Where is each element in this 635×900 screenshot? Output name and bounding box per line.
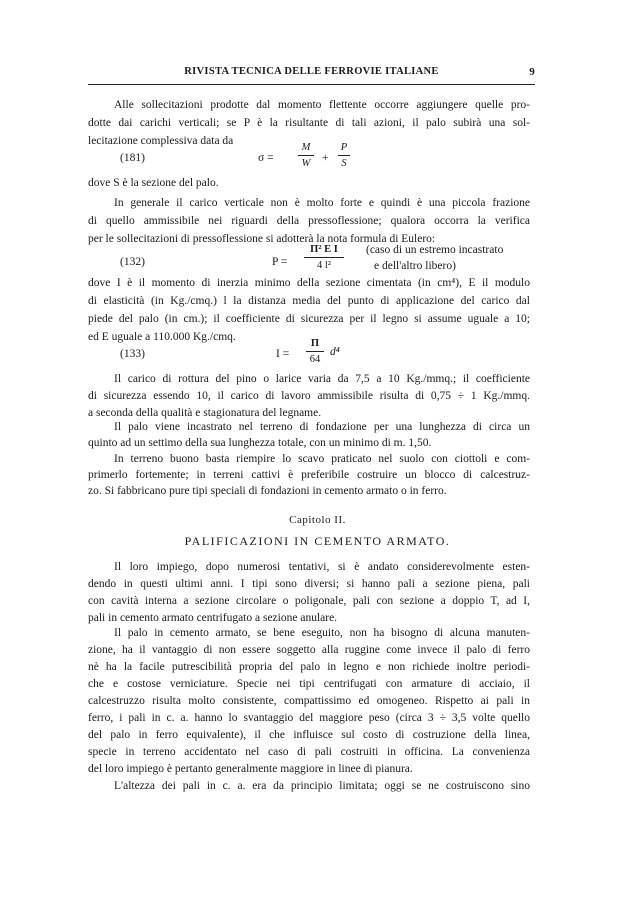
- header-rule: [88, 84, 535, 85]
- fraction-bar: [338, 155, 350, 156]
- text-line: zione, ha il vantaggio di non essere soggetto alla ruggine come invece il palo di ferro: [88, 644, 530, 656]
- text-line: quinto ad un settimo della sua lunghezza totale, con un minimo di m. 1,50.: [88, 437, 432, 449]
- text-line: L'altezza dei pali in c. a. era da principio limitata; oggi se ne costruiscono sino: [114, 780, 530, 792]
- numerator: P: [340, 142, 348, 153]
- text-line: dotte dai carichi verticali; se P è la risultante di tali azioni, il palo subirà una sol-: [88, 117, 530, 129]
- denominator: 4 l²: [317, 260, 331, 271]
- numerator: Π² E I: [310, 244, 338, 255]
- text-line: ed E uguale a 110.000 Kg./cmq.: [88, 331, 236, 343]
- numerator: Π: [310, 338, 320, 349]
- text-line: del loro impiego è pertanto generalmente maggiore in linee di pianura.: [88, 763, 413, 775]
- equation-lhs: I =: [276, 348, 290, 360]
- text-line: a seconda della qualità e stagionatura del legname.: [88, 407, 322, 419]
- equation-note: e dell'altro libero): [374, 260, 456, 272]
- text-line: pali in cemento armato centrifugato a sezione anulare.: [88, 612, 338, 624]
- fraction-bar: [306, 351, 324, 352]
- text-line: con cavità interna a sezione circolare o poligonale, pali con sezione a doppio T, ad I,: [88, 595, 530, 607]
- text-line: lecitazione complessiva data da: [88, 135, 234, 147]
- equation-number: (132): [120, 256, 145, 268]
- fraction-pi-over-64: [306, 338, 324, 365]
- denominator: W: [301, 158, 311, 169]
- text-line: piede del palo (in cm.); il coefficiente di sicurezza per il legno si assume uguale a 10;: [88, 313, 530, 325]
- fraction-p-over-s: [338, 142, 350, 169]
- running-header: [88, 66, 535, 82]
- text-line: In terreno buono basta riempire lo scavo praticato nel suolo con ciottoli e com-: [114, 453, 530, 465]
- text-line: specie in terreno accidentato nel caso di pali costruiti in officina. La convenienza: [88, 746, 530, 758]
- equation-number: (181): [120, 152, 145, 164]
- equation-lhs: P =: [272, 256, 288, 268]
- text-line: In generale il carico verticale non è molto forte e quindi è una piccola frazione: [114, 197, 530, 209]
- text-line: di quello ammissibile nei riguardi della pressoflessione; qualora occorra la verifica: [88, 215, 530, 227]
- fraction-bar: [298, 155, 314, 156]
- fraction-euler: [304, 244, 344, 271]
- numerator: M: [301, 142, 311, 153]
- text-line: dove S è la sezione del palo.: [88, 177, 219, 189]
- plus-sign: +: [322, 152, 329, 164]
- text-line: Il palo in cemento armato, se bene eseguito, non ha bisogno di alcuna manuten-: [114, 627, 530, 639]
- journal-title: RIVISTA TECNICA DELLE FERROVIE ITALIANE: [184, 66, 439, 77]
- chapter-label: Capitolo II.: [289, 514, 346, 526]
- text-line: ferro, i pali in c. a. hanno lo svantaggio del maggiore peso (circa 3 ÷ 3,5 volte quello: [88, 712, 530, 724]
- equation-tail: d⁴: [330, 346, 340, 358]
- text-line: Alle sollecitazioni prodotte dal momento flettente occorre aggiungere quelle pro-: [114, 99, 530, 111]
- page-number: 9: [529, 66, 535, 78]
- text-line: che e costose verniciature. Specie nei tipi centrifugati con armature di acciaio, il: [88, 678, 530, 690]
- equation-note: (caso di un estremo incastrato: [366, 244, 504, 256]
- text-line: del palo in ferro equivalente), il che influisce sul costo di costruzione della linea,: [88, 729, 530, 741]
- chapter-title: PALIFICAZIONI IN CEMENTO ARMATO.: [184, 534, 451, 548]
- equation-lhs: σ =: [258, 152, 274, 164]
- text-line: dove I è il momento di inerzia minimo della sezione cimentata (in cm⁴), E il modulo: [88, 277, 530, 289]
- text-line: di elasticità (in Kg./cmq.) l la distanza media del punto di applicazione del carico dal: [88, 295, 530, 307]
- text-line: di sicurezza essendo 10, il carico di lavoro ammissibile risulta di 0,75 ÷ 1 Kg./mmq.: [88, 390, 530, 402]
- equation-number: (133): [120, 348, 145, 360]
- text-line: Il palo viene incastrato nel terreno di fondazione per una lunghezza di circa un: [114, 421, 530, 433]
- fraction-m-over-w: [298, 142, 314, 169]
- text-line: Il loro impiego, dopo numerosi tentativi, si è andato considerevolmente esten-: [114, 561, 530, 573]
- denominator: S: [341, 158, 347, 169]
- text-line: calcestruzzo risulta molto consistente, compattissimo ed omogeneo. Rispetto ai pali in: [88, 695, 530, 707]
- text-line: primerlo fortemente; in terreni cattivi è preferibile costruire un blocco di calcestruz-: [88, 469, 530, 481]
- text-line: dendo in questi ultimi anni. I tipi sono diversi; si hanno pali a sezione piena, pali: [88, 578, 530, 590]
- text-line: zo. Si fabbricano pure tipi speciali di fondazioni in cemento armato o in ferro.: [88, 485, 447, 497]
- text-line: nè ha la facile putrescibilità propria del palo in legno e non richiede inoltre periodi-: [88, 661, 530, 673]
- denominator: 64: [309, 354, 321, 365]
- text-line: per le sollecitazioni di pressoflessione si adotterà la nota formula di Eulero:: [88, 233, 436, 245]
- fraction-bar: [304, 257, 344, 258]
- text-line: Il carico di rottura del pino o larice varia da 7,5 a 10 Kg./mmq.; il coefficiente: [114, 373, 530, 385]
